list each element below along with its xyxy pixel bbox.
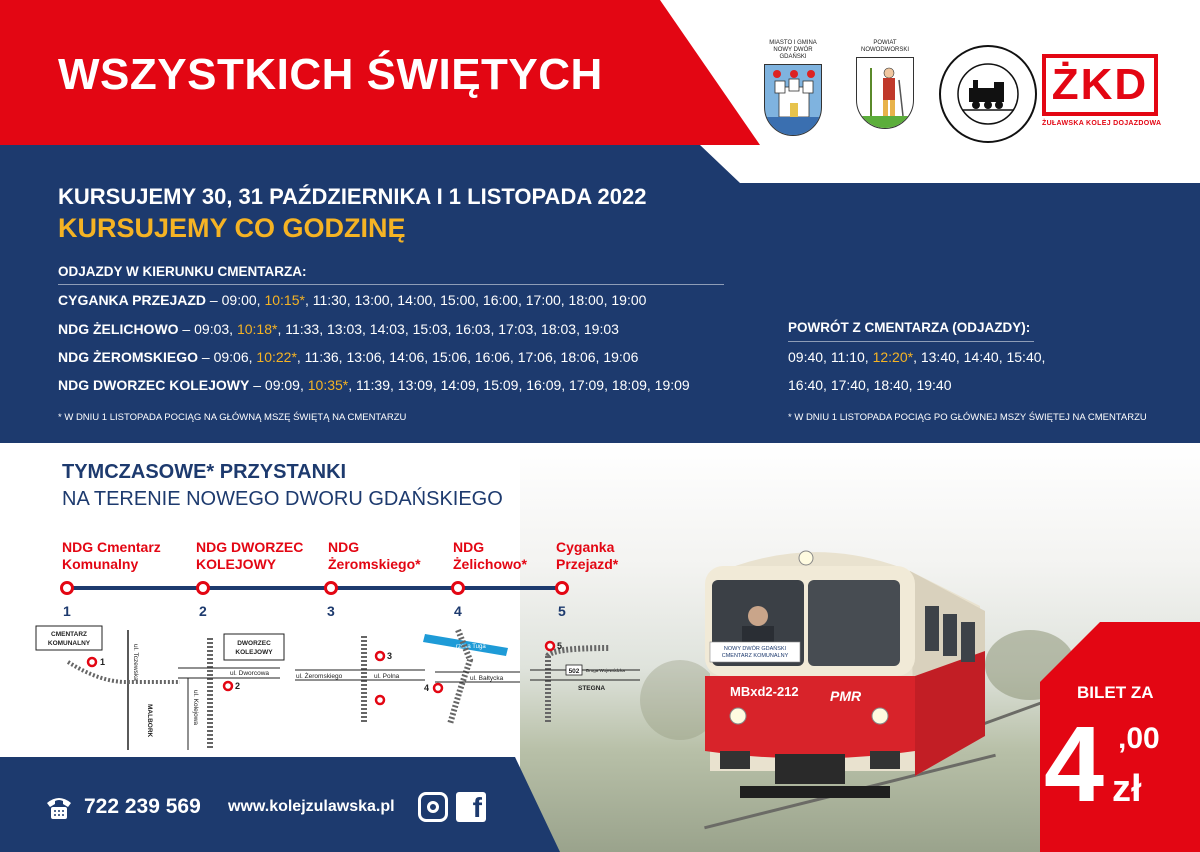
map-label-malbork: MALBORK [146, 704, 153, 738]
return-times-line2: 16:40, 17:40, 18:40, 19:40 [788, 377, 952, 393]
destination-sign-line2: CMENTARZ KOMUNALNY [721, 653, 789, 659]
stops-heading: TYMCZASOWE* PRZYSTANKI [62, 461, 347, 483]
stop-name-4: NDG Żelichowo* [453, 539, 527, 572]
map-marker-5: 5 [557, 641, 563, 651]
powiat-coat-of-arms [852, 40, 918, 129]
note-return: * W DNIU 1 LISTOPADA POCIĄG PO GŁÓWNEJ MSZY ŚWIĘTEJ NA CMENTARZU [788, 412, 1147, 423]
stop-name-5: Cyganka Przejazd* [556, 539, 619, 572]
stop-name-1: NDG Cmentarz Komunalny [62, 539, 161, 572]
departure-row-zelichowo: NDG ŻELICHOWO – 09:03, 10:18*, 11:33, 13:03, 14:03, 15:03, 16:03, 17:03, 18:03, 19:03 [58, 321, 619, 337]
stop-number-3: 3 [327, 603, 335, 619]
map-road-number: 502 [568, 668, 580, 675]
stop-number-4: 4 [454, 603, 462, 619]
note-departures: * W DNIU 1 LISTOPADA POCIĄG NA GŁÓWNĄ MSZĘ ŚWIĘTĄ NA CMENTARZU [58, 412, 407, 423]
train-brand: PMR [830, 688, 862, 704]
price-whole: 4 [1044, 703, 1105, 824]
schedule-dates: KURSUJEMY 30, 31 PAŹDZIERNIKA I 1 LISTOPADA 2022 [58, 184, 647, 209]
map-label-polna: ul. Polna [374, 673, 400, 680]
website-link[interactable]: www.kolejzulawska.pl [228, 798, 395, 815]
map-label-dworzec: DWORZEC [237, 640, 271, 647]
page-title: WSZYSTKICH ŚWIĘTYCH [58, 50, 603, 99]
divider [58, 284, 724, 285]
divider [788, 341, 1034, 342]
map-label-droga: Droga Wojewódzka [586, 668, 625, 673]
stop-number-2: 2 [199, 603, 207, 619]
map-marker-4: 4 [424, 683, 430, 693]
map-label-kolejowy: KOLEJOWY [235, 649, 273, 656]
departure-row-dworzec: NDG DWORZEC KOLEJOWY – 09:09, 10:35*, 11:39, 13:09, 14:09, 15:09, 16:09, 17:09, 18:09, 19:09 [58, 377, 690, 393]
stops-subheading: NA TERENIE NOWEGO DWORU GDAŃSKIEGO [62, 488, 503, 510]
zkd-logo [1042, 54, 1161, 127]
stop-marker-3 [324, 581, 338, 595]
locomotive-icon [936, 42, 1040, 146]
powiat-caption: POWIAT NOWODWORSKI [861, 40, 909, 53]
miasto-caption: MIASTO I GMINA NOWY DWÓR GDAŃSKI [769, 40, 817, 60]
map-label-cmentarz: CMENTARZ [51, 631, 87, 638]
train-plate: MBxd2-212 [730, 684, 799, 699]
stop-maps [30, 620, 650, 755]
stop-number-5: 5 [558, 603, 566, 619]
train-illustration [680, 536, 1000, 826]
zkd-caption: ŻUŁAWSKA KOLEJ DOJAZDOWA [1042, 120, 1162, 127]
map-label-stegna: STEGNA [578, 685, 606, 692]
miasto-coat-of-arms [760, 40, 826, 136]
return-heading: POWRÓT Z CMENTARZA (ODJAZDY): [788, 320, 1031, 335]
map-label-kolejowa: ul. Kolejowa [192, 690, 199, 726]
route-line [66, 586, 562, 590]
map-marker-3: 3 [387, 651, 393, 661]
map-label-zeromskiego: ul. Żeromskiego [296, 673, 343, 680]
facebook-icon[interactable]: f [456, 792, 486, 822]
ptmkz-logo [936, 42, 1040, 146]
return-times-line1: 09:40, 11:10, 12:20*, 13:40, 14:40, 15:40, [788, 349, 1046, 365]
map-label-komunalny: KOMUNALNY [47, 640, 91, 647]
stop-number-1: 1 [63, 603, 71, 619]
schedule-frequency: KURSUJEMY CO GODZINĘ [58, 213, 406, 243]
departure-row-cyganka: CYGANKA PRZEJAZD – 09:00, 10:15*, 11:30, 13:00, 14:00, 15:00, 16:00, 17:00, 18:00, 19:00 [58, 292, 647, 308]
phone-number[interactable]: 722 239 569 [84, 795, 201, 818]
price-label: BILET ZA [1077, 683, 1154, 702]
zkd-mark: ŻKD [1042, 54, 1158, 116]
stop-marker-5 [555, 581, 569, 595]
logos [760, 40, 1170, 150]
map-label-baltycka: ul. Bałtycka [470, 675, 504, 682]
stop-name-2: NDG DWORZEC KOLEJOWY [196, 539, 304, 572]
destination-sign-line1: NOWY DWÓR GDAŃSKI [723, 646, 787, 652]
map-label-dworcowa: ul. Dworcowa [230, 670, 270, 677]
phone-icon [44, 795, 74, 821]
departure-row-zeromskiego: NDG ŻEROMSKIEGO – 09:06, 10:22*, 11:36, 13:06, 14:06, 15:06, 16:06, 17:06, 18:06, 19:06 [58, 349, 639, 365]
stop-marker-2 [196, 581, 210, 595]
stop-marker-1 [60, 581, 74, 595]
map-label-rzeka: rzeka Tuga [456, 644, 486, 650]
farmer-icon [856, 57, 914, 129]
stop-name-3: NDG Żeromskiego* [328, 539, 421, 572]
departures-heading: ODJAZDY W KIERUNKU CMENTARZA: [58, 264, 307, 279]
castle-icon [764, 64, 822, 136]
map-marker-1: 1 [100, 657, 106, 667]
instagram-icon[interactable] [418, 792, 448, 822]
map-label-tczewska: ul. Tczewska [132, 644, 139, 681]
map-marker-2: 2 [235, 681, 241, 691]
stop-marker-4 [451, 581, 465, 595]
price-currency: zł [1112, 768, 1142, 810]
price-cents: ,00 [1118, 722, 1160, 755]
